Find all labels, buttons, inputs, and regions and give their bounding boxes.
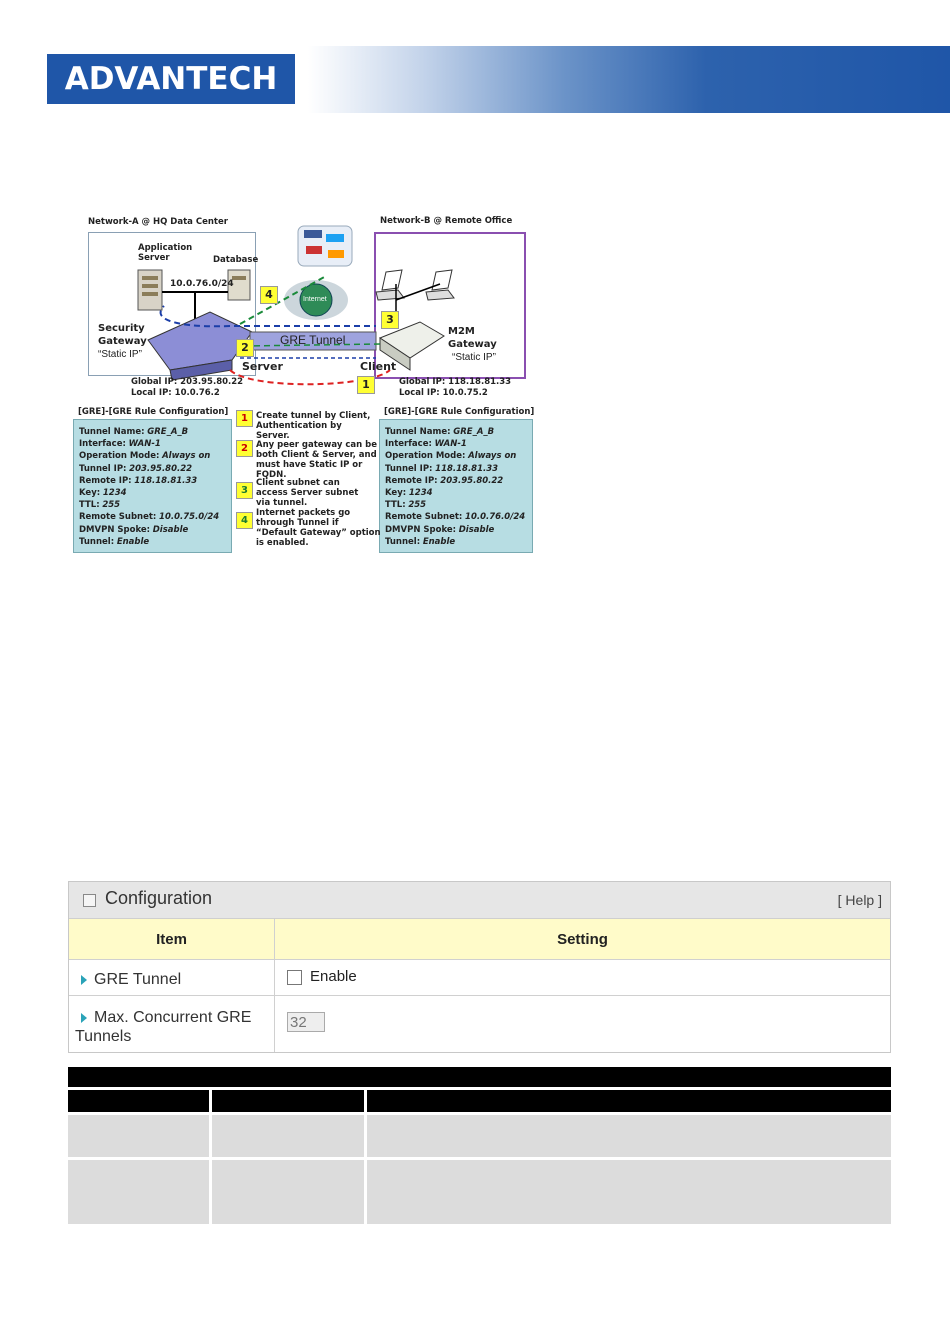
note-4: Internet packets go through Tunnel if “Default Gateway” option is enabled. — [256, 508, 381, 548]
table-row — [69, 960, 890, 996]
table-title-bar — [68, 1067, 891, 1087]
enable-label: Enable — [310, 968, 357, 985]
help-link[interactable]: [ Help ] — [837, 892, 882, 908]
client-label: Client — [360, 360, 397, 373]
configuration-title: Configuration — [105, 888, 213, 908]
table-header-row — [69, 919, 890, 960]
database-label: Database — [213, 255, 259, 265]
laptop-icon — [426, 270, 454, 300]
badge-1: 1 — [357, 376, 375, 394]
left-config-box: Tunnel Name: GRE_A_B Interface: WAN-1 Operation Mode: Always on Tunnel IP: 203.95.80.22 Remote IP: 118.18.81.33 Key: 1234 TTL: 255 Remote Subnet: 10.0.75.0/24 DMVPN Spoke: Disable Tunnel: Enable — [73, 419, 232, 553]
note-badge-4: 4 — [236, 512, 253, 529]
static-ip-a-label: “Static IP” — [98, 349, 142, 360]
gre-tunnel-enable-checkbox[interactable] — [287, 970, 302, 985]
note-3: Client subnet can access Server subnet via tunnel. — [256, 478, 359, 508]
gre-tunnel-label: GRE Tunnel — [94, 971, 182, 988]
right-config-title: [GRE]-[GRE Rule Configuration] — [384, 407, 535, 417]
table-row — [69, 996, 890, 1052]
global-ip-a: Global IP: 203.95.80.22 — [131, 377, 244, 387]
local-ip-b: Local IP: 10.0.75.2 — [399, 388, 488, 398]
collapse-icon[interactable] — [83, 894, 96, 907]
app-server-label: Application Server — [138, 243, 193, 263]
network-a-label: Network-A @ HQ Data Center — [88, 217, 228, 227]
table-header-row — [68, 1090, 891, 1112]
network-b-label: Network-B @ Remote Office — [380, 216, 513, 226]
badge-3: 3 — [381, 311, 399, 329]
note-badge-2: 2 — [236, 440, 253, 457]
subnet-a-label: 10.0.76.0/24 — [170, 279, 234, 289]
note-badge-3: 3 — [236, 482, 253, 499]
local-ip-a: Local IP: 10.0.76.2 — [131, 388, 220, 398]
security-gateway-label: Security Gateway — [98, 323, 147, 347]
col-item-header: Item — [69, 919, 275, 959]
global-ip-b: Global IP: 118.18.81.33 — [399, 377, 512, 387]
parameter-table — [68, 1067, 891, 1224]
gre-tunnel-label: GRE Tunnel — [280, 333, 346, 347]
server-label: Server — [242, 360, 283, 373]
internet-label: Internet — [303, 296, 327, 303]
max-tunnels-input[interactable]: 32 — [287, 1012, 325, 1032]
server-icon — [138, 270, 162, 310]
note-1: Create tunnel by Client, Authentication by Server. — [256, 411, 371, 441]
configuration-header — [69, 882, 890, 919]
right-config-box: Tunnel Name: GRE_A_B Interface: WAN-1 Operation Mode: Always on Tunnel IP: 118.18.81.33 Remote IP: 203.95.80.22 Key: 1234 TTL: 255 Remote Subnet: 10.0.76.0/24 DMVPN Spoke: Disable Tunnel: Enable — [379, 419, 533, 553]
max-concurrent-label: Max. Concurrent GRE Tunnels — [75, 1009, 252, 1045]
bullet-icon — [81, 975, 87, 985]
note-2: Any peer gateway can be both Client & Server, and must have Static IP or FQDN. — [256, 440, 378, 480]
laptop-icon — [376, 270, 404, 300]
table-row — [68, 1115, 891, 1157]
bullet-icon — [81, 1013, 87, 1023]
col-setting-header: Setting — [557, 930, 608, 948]
badge-2: 2 — [236, 339, 254, 357]
configuration-panel — [68, 881, 891, 1053]
advantech-logo: ADVANTECH — [64, 61, 278, 97]
left-config-title: [GRE]-[GRE Rule Configuration] — [78, 407, 229, 417]
header-banner — [308, 46, 950, 113]
note-badge-1: 1 — [236, 410, 253, 427]
m2m-gateway-label: M2M Gateway — [448, 326, 497, 350]
static-ip-b-label: “Static IP” — [452, 352, 496, 363]
table-row — [68, 1160, 891, 1224]
badge-4: 4 — [260, 286, 278, 304]
